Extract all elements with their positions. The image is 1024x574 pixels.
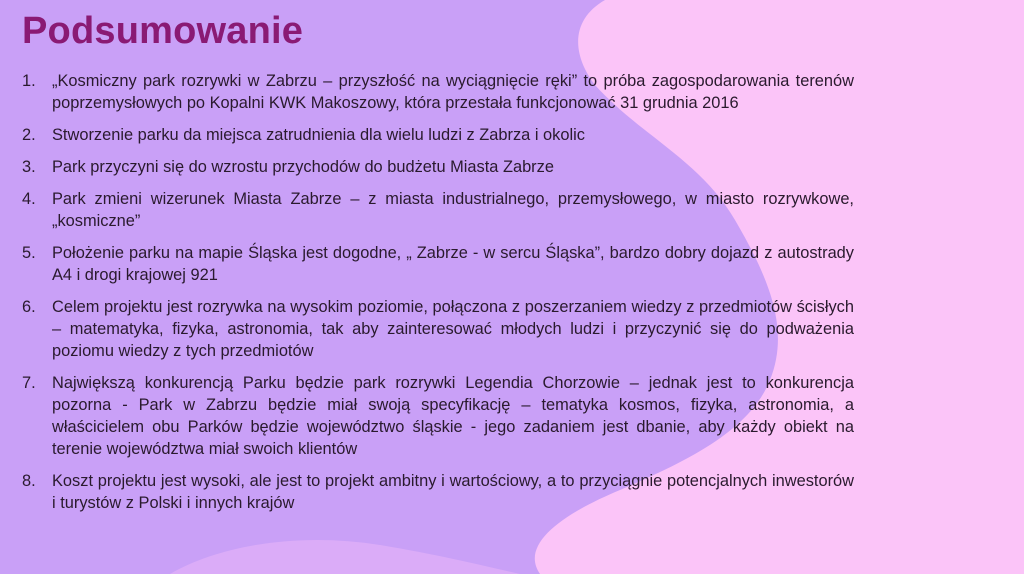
list-item-text: „Kosmiczny park rozrywki w Zabrzu – przyszłość na wyciągnięcie ręki” to próba zagospodarowania terenów poprzemysłowych po Kopalni KWK Makoszowy, która przestała funkcjonować 31 grudnia 2016: [52, 72, 854, 112]
list-item-text: Stworzenie parku da miejsca zatrudnienia dla wielu ludzi z Zabrza i okolic: [52, 126, 585, 144]
list-item-number: 4.: [22, 190, 36, 208]
list-item-text: Koszt projektu jest wysoki, ale jest to projekt ambitny i wartościowy, a to przyciągnie potencjalnych inwestorów i turystów z Polski i innych krajów: [52, 472, 854, 512]
list-item: [22, 470, 854, 514]
list-item-number: 8.: [22, 472, 36, 490]
list-item: [22, 124, 854, 146]
list-item-number: 1.: [22, 72, 36, 90]
list-item-number: 5.: [22, 244, 36, 262]
summary-list: [22, 70, 854, 524]
list-item: [22, 372, 854, 460]
list-item-text: Położenie parku na mapie Śląska jest dogodne, „ Zabrze - w sercu Śląska”, bardzo dobry dojazd z autostrady A4 i drogi krajowej 921: [52, 244, 854, 284]
list-item-text: Park zmieni wizerunek Miasta Zabrze – z miasta industrialnego, przemysłowego, w miasto rozrywkowe, „kosmiczne”: [52, 190, 854, 230]
list-item: [22, 242, 854, 286]
list-item-number: 3.: [22, 158, 36, 176]
list-item: [22, 156, 854, 178]
list-item-text: Park przyczyni się do wzrostu przychodów do budżetu Miasta Zabrze: [52, 158, 554, 176]
list-item-number: 2.: [22, 126, 36, 144]
list-item: [22, 188, 854, 232]
list-item-number: 6.: [22, 298, 36, 316]
list-item: [22, 296, 854, 362]
slide-title: Podsumowanie: [22, 10, 304, 52]
list-item: [22, 70, 854, 114]
list-item-text: Największą konkurencją Parku będzie park rozrywki Legendia Chorzowie – jednak jest to konkurencja pozorna - Park w Zabrzu będzie miał swoją specyfikację – tematyka kosmos, fizyka, astronomia, a właścicielem obu Parków będzie województwo śląskie - jego zadaniem jest dbanie, aby każdy obiekt na terenie województwa miał swoich klientów: [52, 374, 854, 458]
list-item-text: Celem projektu jest rozrywka na wysokim poziomie, połączona z poszerzaniem wiedzy z przedmiotów ścisłych – matematyka, fizyka, astronomia, tak aby zainteresować młodych ludzi i przyczynić się do podważenia poziomu wiedzy z tych przedmiotów: [52, 298, 854, 360]
list-item-number: 7.: [22, 374, 36, 392]
